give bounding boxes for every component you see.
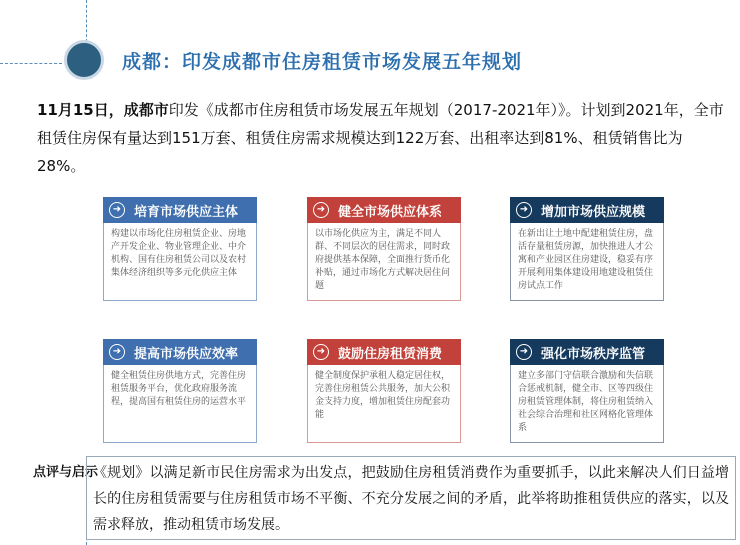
card-body: 建立多部门守信联合激励和失信联合惩戒机制，健全市、区等四级住房租赁管理体制，将住房租赁纳入社会综合治理和社区网格化管理体系 (510, 365, 664, 443)
card-cultivate-supply (103, 197, 257, 301)
card-improve-system (307, 197, 461, 301)
card-body: 在新出让土地中配建租赁住房，盘活存量租赁房源，加快推进人才公寓和产业园区住房建设，稳妥有序开展利用集体建设用地建设租赁住房试点工作 (510, 223, 664, 301)
arrow-right-circle-icon: ➜ (516, 344, 532, 360)
card-title: 健全市场供应体系 (338, 204, 443, 220)
card-title: 提高市场供应效率 (134, 346, 239, 362)
card-encourage-consumption (307, 339, 461, 443)
card-body: 以市场化供应为主，满足不同人群、不同层次的居住需求，同时政府提供基本保障，全面推行货币化补贴，通过市场化方式解决居住问题 (307, 223, 461, 301)
card-body: 健全制度保护承租人稳定居住权，完善住房租赁公共服务，加大公积金支持力度，增加租赁住房配套功能 (307, 365, 461, 443)
arrow-right-circle-icon: ➜ (109, 202, 125, 218)
card-title: 培育市场供应主体 (134, 204, 239, 220)
intro-text: 印发《成都市住房租赁市场发展五年规划（2017-2021年）》。计划到2021年，全市租赁住房保有量达到151万套、租赁住房需求规模达到122万套、出租率达到81%、租赁销售比为28%。 (37, 101, 724, 175)
arrow-right-circle-icon: ➜ (516, 202, 532, 218)
intro-date: 11月15日， (37, 101, 124, 119)
page-title: 成都：印发成都市住房租赁市场发展五年规划 (122, 51, 523, 73)
card-body: 构建以市场化住房租赁企业、房地产开发企业、物业管理企业、中介机构、国有住房租赁公司以及农村集体经济组织等多元化供应主体 (103, 223, 257, 301)
card-title: 鼓励住房租赁消费 (338, 346, 443, 362)
intro-paragraph (37, 96, 727, 180)
arrow-right-circle-icon: ➜ (109, 344, 125, 360)
review-label: 点评与启示 (33, 465, 99, 480)
card-regulation (510, 339, 664, 443)
card-title: 增加市场供应规模 (541, 204, 646, 220)
arrow-right-circle-icon: ➜ (313, 344, 329, 360)
card-efficiency (103, 339, 257, 443)
decorative-guide-line (86, 0, 87, 42)
card-increase-scale (510, 197, 664, 301)
title-bullet-icon (64, 40, 104, 80)
intro-actor: 成都市 (123, 101, 169, 119)
card-title: 强化市场秩序监管 (541, 346, 646, 362)
arrow-right-circle-icon: ➜ (313, 202, 329, 218)
decorative-guide-line (0, 63, 62, 64)
card-body: 健全租赁住房供地方式，完善住房租赁服务平台，优化政府服务流程，提高国有租赁住房的运营水平 (103, 365, 257, 443)
review-text: 《规划》以满足新市民住房需求为出发点，把鼓励住房租赁消费作为重要抓手，以此来解决人们日益增长的住房租赁需要与住房租赁市场不平衡、不充分发展之间的矛盾，此举将助推租赁供应的落实，以及需求释放，推动租赁市场发展。 (86, 456, 736, 540)
